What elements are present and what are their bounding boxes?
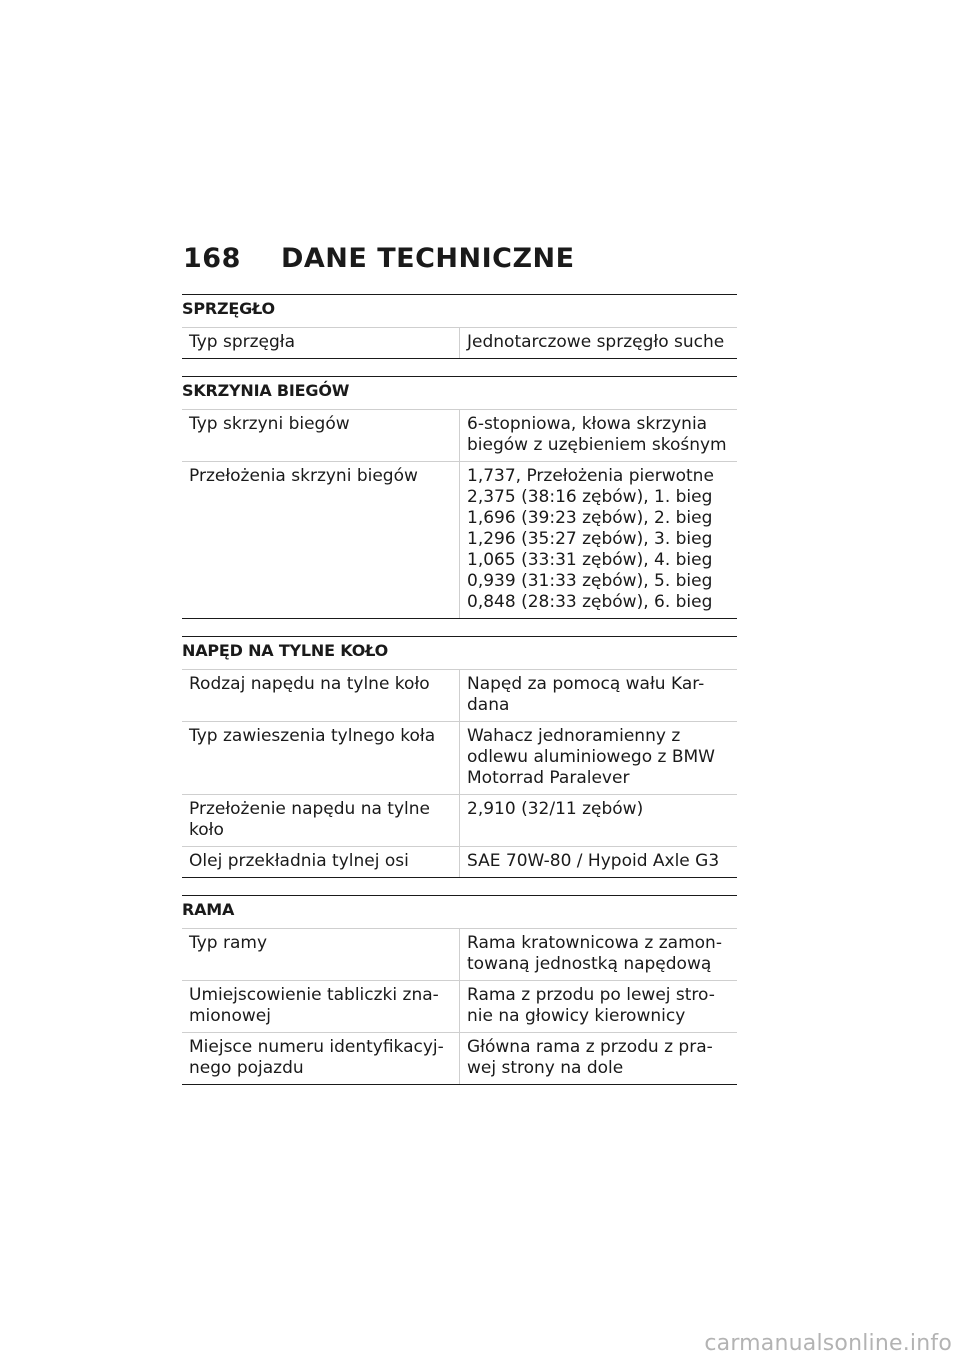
table-row: [182, 410, 737, 462]
table-row: [182, 929, 737, 981]
section-title: NAPĘD NA TYLNE KOŁO: [182, 636, 737, 669]
gear-ratio-line: 1,065 (33:31 zębów), 4. bieg: [467, 550, 713, 570]
spec-content: [182, 294, 737, 1102]
table-row: [182, 1033, 737, 1085]
section-title: SKRZYNIA BIEGÓW: [182, 376, 737, 409]
table-row: [182, 847, 737, 878]
spec-key: Typ sprzęgła: [182, 328, 460, 359]
spec-value: 2,910 (32/11 zębów): [460, 795, 738, 847]
spec-value: Rama kratownicowa z zamon-towaną jednostką napędową: [460, 929, 738, 981]
spec-key: Olej przekładnia tylnej osi: [182, 847, 460, 878]
section-clutch: [182, 294, 737, 359]
spec-key: Przełożenia skrzyni biegów: [182, 462, 460, 619]
table-row: [182, 670, 737, 722]
spec-value: Główna rama z przodu z pra-wej strony na dole: [460, 1033, 738, 1085]
page-header: [183, 243, 575, 274]
spec-table: [182, 669, 737, 878]
gear-ratio-line: 1,296 (35:27 zębów), 3. bieg: [467, 529, 713, 549]
page-title: DANE TECHNICZNE: [281, 243, 575, 274]
table-row: [182, 722, 737, 795]
section-title: RAMA: [182, 895, 737, 928]
spec-key: Typ ramy: [182, 929, 460, 981]
table-row: [182, 981, 737, 1033]
spec-value: Rama z przodu po lewej stro-nie na głowicy kierownicy: [460, 981, 738, 1033]
spec-value: Napęd za pomocą wału Kar-dana: [460, 670, 738, 722]
section-frame: [182, 895, 737, 1085]
gear-ratio-line: 1,696 (39:23 zębów), 2. bieg: [467, 508, 713, 528]
gear-ratio-line: 1,737, Przełożenia pierwotne: [467, 466, 714, 486]
spec-value: Jednotarczowe sprzęgło suche: [460, 328, 738, 359]
page-number: 168: [183, 243, 241, 274]
spec-value: 6-stopniowa, kłowa skrzynia biegów z uzębieniem skośnym: [460, 410, 738, 462]
spec-key: Miejsce numeru identyfikacyj-nego pojazdu: [182, 1033, 460, 1085]
table-row: [182, 328, 737, 359]
gear-ratio-line: 0,848 (28:33 zębów), 6. bieg: [467, 592, 713, 612]
spec-value: [460, 462, 738, 619]
section-rear-drive: [182, 636, 737, 878]
spec-value: Wahacz jednoramienny z odlewu aluminiowego z BMW Motorrad Paralever: [460, 722, 738, 795]
gear-ratio-line: 0,939 (31:33 zębów), 5. bieg: [467, 571, 713, 591]
gear-ratio-line: 2,375 (38:16 zębów), 1. bieg: [467, 487, 713, 507]
spec-key: Typ skrzyni biegów: [182, 410, 460, 462]
spec-table: [182, 928, 737, 1085]
spec-key: Przełożenie napędu na tylne koło: [182, 795, 460, 847]
spec-value: SAE 70W-80 / Hypoid Axle G3: [460, 847, 738, 878]
spec-table: [182, 409, 737, 619]
gear-ratio-list: [467, 466, 730, 613]
spec-key: Typ zawieszenia tylnego koła: [182, 722, 460, 795]
spec-key: Umiejscowienie tabliczki zna-mionowej: [182, 981, 460, 1033]
table-row: [182, 462, 737, 619]
spec-table: [182, 327, 737, 359]
watermark: carmanualsonline.info: [704, 1331, 952, 1356]
section-title: SPRZĘGŁO: [182, 294, 737, 327]
table-row: [182, 795, 737, 847]
section-gearbox: [182, 376, 737, 619]
spec-key: Rodzaj napędu na tylne koło: [182, 670, 460, 722]
